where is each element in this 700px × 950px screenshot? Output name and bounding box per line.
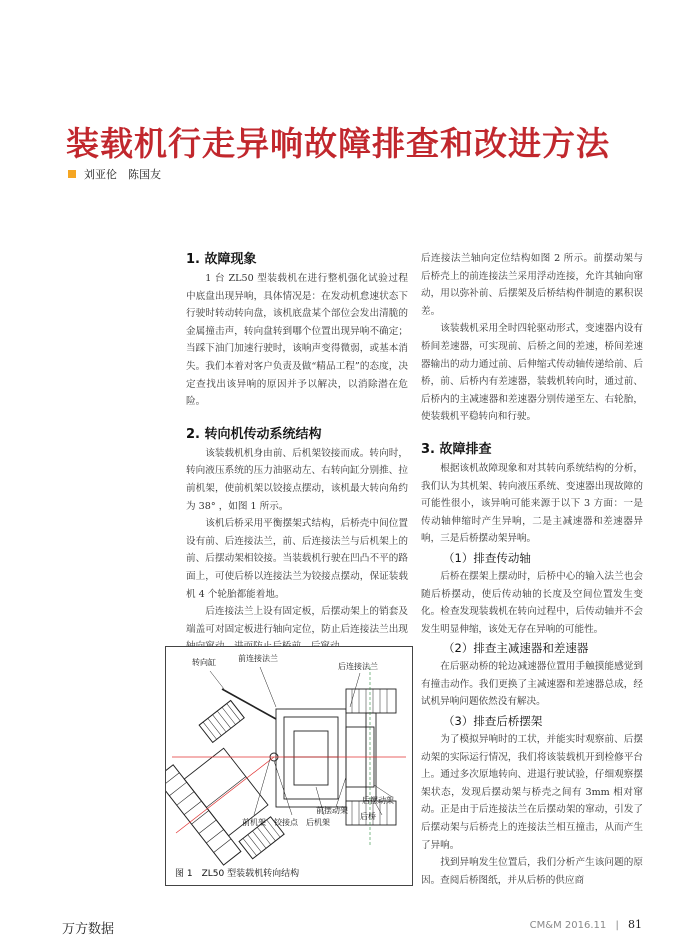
paragraph: 在后驱动桥的轮边减速器位置用手触摸能感觉到有撞击动作。我们更换了主减速器和差速器总成，经试机异响问题依然没有解决。 bbox=[421, 661, 643, 708]
paragraph: 该装载机采用全时四轮驱动形式，变速器内设有桥间差速器，可实现前、后桥之间的差速，桥间差速器输出的动力通过前、后伸缩式传动轴传递给前、后桥，前、后桥内有差速器，装载机转向时，通过前、后桥内的主减速器和差速器分别传递至左、右轮胎，使装载机平稳转向和行驶。 bbox=[421, 323, 643, 423]
subheading-1: （1）排查传动轴 bbox=[443, 550, 531, 565]
left-column bbox=[186, 248, 408, 656]
front-wheel bbox=[199, 701, 244, 743]
label-rear-axle: 后桥 bbox=[360, 812, 376, 821]
label-rear-swing-frame: 后摆动架 bbox=[362, 796, 394, 805]
right-column bbox=[421, 250, 643, 889]
section-heading-1: 1. 故障现象 bbox=[186, 252, 257, 267]
accent-square-icon bbox=[68, 170, 76, 178]
label-hinge-point: 铰接点 bbox=[274, 818, 298, 827]
label-rear-frame: 后机架 bbox=[306, 818, 330, 827]
paragraph: 后桥在摆架上摆动时，后桥中心的输入法兰也会随后桥摆动，使后传动轴的长度及空间位置发生变化。检查发现装载机在转向过程中，后传动轴并不会发生明显伸缩，该处无存在异响的可能性。 bbox=[421, 570, 643, 635]
rear-frame bbox=[276, 709, 374, 807]
figure-1 bbox=[165, 646, 413, 886]
article-title: 装载机行走异响故障排查和改进方法 bbox=[66, 124, 610, 163]
journal-issue: CM&M 2016.11 bbox=[529, 920, 607, 931]
paragraph: 后连接法兰上设有固定板，后摆动架上的销套及端盖可对固定板进行轴向定位，防止后连接法兰出现 bbox=[186, 606, 408, 635]
section-heading-3: 3. 故障排查 bbox=[421, 441, 492, 457]
page-number: 81 bbox=[628, 918, 642, 931]
section-heading-2: 2. 转向机传动系统结构 bbox=[186, 426, 322, 442]
paragraph: 根据该机故障现象和对其转向系统结构的分析，我们认为其机架、转向液压系统、变速器出现故障的可能性很小，该异响可能来源于以下 3 方面：一是传动轴伸缩时产生异响，二是主减速器和差速器异响，三是后桥摆动架异响。 bbox=[421, 462, 643, 545]
footer-watermark: 万方数据 bbox=[62, 922, 115, 937]
paragraph: 1 台 ZL50 型装载机在进行整机强化试验过程中底盘出现异响，具体情况是：在发动机怠速状态下行驶时转动转向盘，该机底盘某个部位会发出清脆的金属撞击声，转向盘转到哪个位置出现异响不确定；当踩下油门加速行驶时，该响声变得微弱，或基本消失。我们本着对客户负责及做“精品工程”的态度，决定查找出该异响的原因并予以解决，以消除潜在危险。 bbox=[186, 273, 408, 408]
paragraph: 后连接法兰轴向定位结构如图 2 所示。前摆动架与后桥壳上的前连接法兰采用浮动连接，允许其轴向窜动，用以弥补前、后摆架及后桥结构件制造的累积误差。 bbox=[421, 253, 643, 317]
figure-caption: 图 1 ZL50 型装载机转向结构 bbox=[175, 869, 300, 879]
loader-steering-diagram bbox=[166, 647, 412, 885]
label-steering-cylinder: 转向缸 bbox=[192, 658, 216, 667]
author-line bbox=[68, 166, 161, 182]
paragraph: 该机后桥采用平衡摆架式结构，后桥壳中间位置设有前、后连接法兰，前、后连接法兰与后机架上的前、后摆动架相铰接。当装载机行驶在凹凸不平的路面上，可使后桥以连接法兰为铰接点摆动，保证装载机 4 个轮胎都能着地。 bbox=[186, 518, 408, 600]
paragraph: 为了模拟异响时的工状，并能实时观察前、后摆动架的实际运行情况，我们将该装载机开到检修平台上。通过多次原地转向、进退行驶试验，仔细观察摆架状态，发现后摆动架与桥壳之间有 3mm 相对窜动。正是由于后连接法兰在后摆动架的窜动，引发了后摆动架与后桥壳上的连接法兰相互撞击，从而产生了异响。 bbox=[421, 734, 643, 851]
footer-separator: | bbox=[615, 920, 619, 931]
authors: 刘亚伦 陈国友 bbox=[84, 168, 161, 181]
label-front-swing-frame: 前摆动架 bbox=[316, 806, 348, 815]
label-front-frame: 前机架 bbox=[242, 818, 266, 827]
paragraph: 找到异响发生位置后，我们分析产生该问题的原因。查阅后桥图纸，并从后桥的供应商 bbox=[421, 857, 643, 886]
subheading-3: （3）排查后桥摆架 bbox=[443, 714, 543, 729]
label-rear-flange: 后连接法兰 bbox=[338, 662, 378, 671]
footer-page-info bbox=[530, 918, 642, 931]
paragraph: 该装载机机身由前、后机架铰接而成。转向时，转向液压系统的压力油驱动左、右转向缸分别推、拉前机架，使前机架以铰接点摆动，该机最大转向角约为 38° ，如图 1 所示。 bbox=[186, 447, 408, 512]
label-front-flange: 前连接法兰 bbox=[238, 654, 278, 663]
subheading-2: （2）排查主减速器和差速器 bbox=[443, 641, 589, 656]
